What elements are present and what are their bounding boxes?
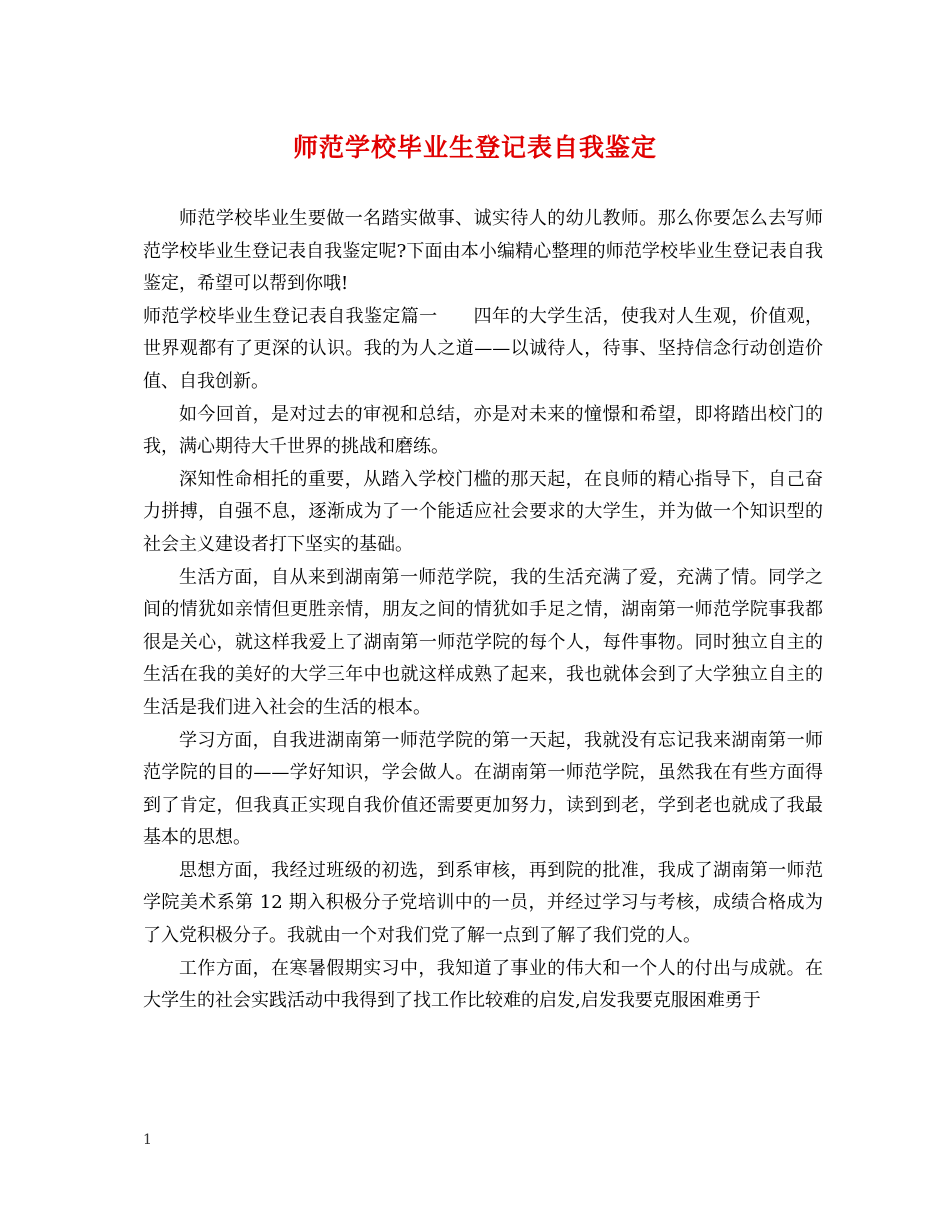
section-heading: 师范学校毕业生登记表自我鉴定篇一: [143, 305, 438, 327]
body-paragraph: 学习方面，自我进湖南第一师范学院的第一天起，我就没有忘记我来湖南第一师范学院的目的——学好知识，学会做人。在湖南第一师范学院，虽然我在有些方面得到了肯定，但我真正实现自我价值还需要更加努力，读到到老，学到老也就成了我最基本的思想。: [143, 729, 823, 849]
body-paragraph: 如今回首，是对过去的审视和总结，亦是对未来的憧憬和希望，即将踏出校门的我，满心期待大千世界的挑战和磨练。: [143, 403, 823, 458]
body-paragraph: 生活方面，自从来到湖南第一师范学院，我的生活充满了爱，充满了情。同学之间的情犹如亲情但更胜亲情，朋友之间的情犹如手足之情，湖南第一师范学院事我都很是关心，就这样我爱上了湖南第一师范学院的每个人，每件事物。同时独立自主的生活在我的美好的大学三年中也就这样成熟了起来，我也就体会到了大学独立自主的生活是我们进入社会的生活的根本。: [143, 566, 823, 718]
body-paragraph: 工作方面，在寒暑假期实习中，我知道了事业的伟大和一个人的付出与成就。在大学生的社会实践活动中我得到了找工作比较难的启发,启发我要克服困难勇于: [143, 957, 823, 1012]
body-paragraph: 思想方面，我经过班级的初选，到系审核，再到院的批准，我成了湖南第一师范学院美术系第 12 期入积极分子党培训中的一员，并经过学习与考核，成绩合格成为了入党积极分子。我就由一个对我们党了解一点到了解了我们党的人。: [143, 859, 823, 947]
section-paragraph: [143, 301, 823, 399]
document-title: 师范学校毕业生登记表自我鉴定: [292, 133, 657, 162]
section-first-text: 四年的大学生活，使我对人生观，价值观，世界观都有了更深的认识。我的为人之道——以诚待人，待事、坚持信念行动创造价值、自我创新。: [143, 305, 824, 392]
body-paragraph: 深知性命相托的重要，从踏入学校门槛的那天起，在良师的精心指导下，自己奋力拼搏，自强不息，逐渐成为了一个能适应社会要求的大学生，并为做一个知识型的社会主义建设者打下坚实的基础。: [143, 468, 823, 555]
page-number: 1: [143, 1132, 152, 1148]
document-body: [143, 203, 823, 1018]
intro-paragraph: 师范学校毕业生要做一名踏实做事、诚实待人的幼儿教师。那么你要怎么去写师范学校毕业生登记表自我鉴定呢?下面由本小编精心整理的师范学校毕业生登记表自我鉴定，希望可以帮到你哦!: [143, 208, 823, 295]
